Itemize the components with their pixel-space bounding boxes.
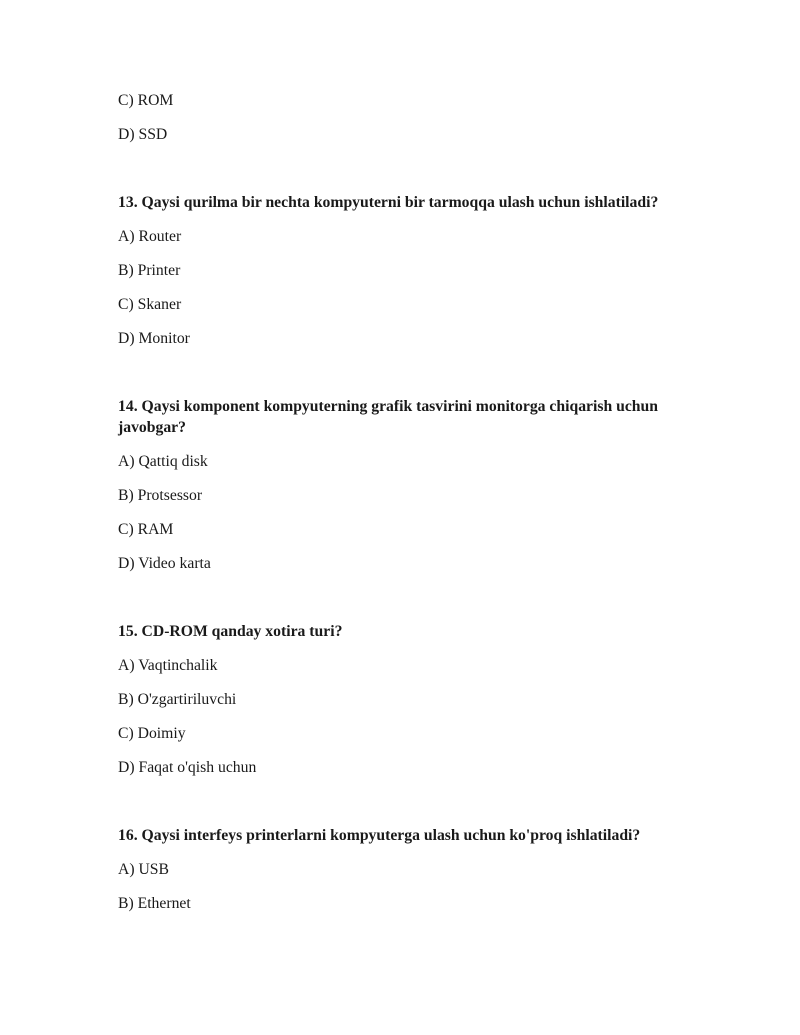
question-15-option-c: C) Doimiy [118,725,186,742]
question-16-option-b: B) Ethernet [118,895,191,912]
question-15-option-d: D) Faqat o'qish uchun [118,759,257,776]
question-15-option-b: B) O'zgartiriluvchi [118,691,237,708]
question-13-text: 13. Qaysi qurilma bir nechta kompyuterni bir tarmoqqa ulash uchun ishlatiladi? [118,194,659,211]
answer-option-d-ssd: D) SSD [118,126,168,143]
question-16-text: 16. Qaysi interfeys printerlarni kompyuterga ulash uchun ko'proq ishlatiladi? [118,827,641,844]
question-13-option-c: C) Skaner [118,296,182,313]
question-14-text [118,396,683,438]
paragraph-spacer [118,158,683,192]
question-14-option-c: C) RAM [118,521,174,538]
question-13-option-a: A) Router [118,228,182,245]
paragraph-spacer [118,362,683,396]
question-14-line-1: 14. Qaysi komponent kompyuterning grafik tasvirini monitorga chiqarish uchun [118,398,658,415]
question-14-option-d: D) Video karta [118,555,211,572]
question-13-option-d: D) Monitor [118,330,190,347]
answer-option-c-rom: C) ROM [118,92,174,109]
question-14-option-b: B) Protsessor [118,487,203,504]
question-14-line-2: javobgar? [118,419,186,436]
question-13-option-b: B) Printer [118,262,181,279]
question-14-option-a: A) Qattiq disk [118,453,208,470]
paragraph-spacer [118,791,683,825]
paragraph-spacer [118,587,683,621]
question-15-option-a: A) Vaqtinchalik [118,657,218,674]
question-15-text: 15. CD-ROM qanday xotira turi? [118,623,343,640]
question-16-option-a: A) USB [118,861,169,878]
